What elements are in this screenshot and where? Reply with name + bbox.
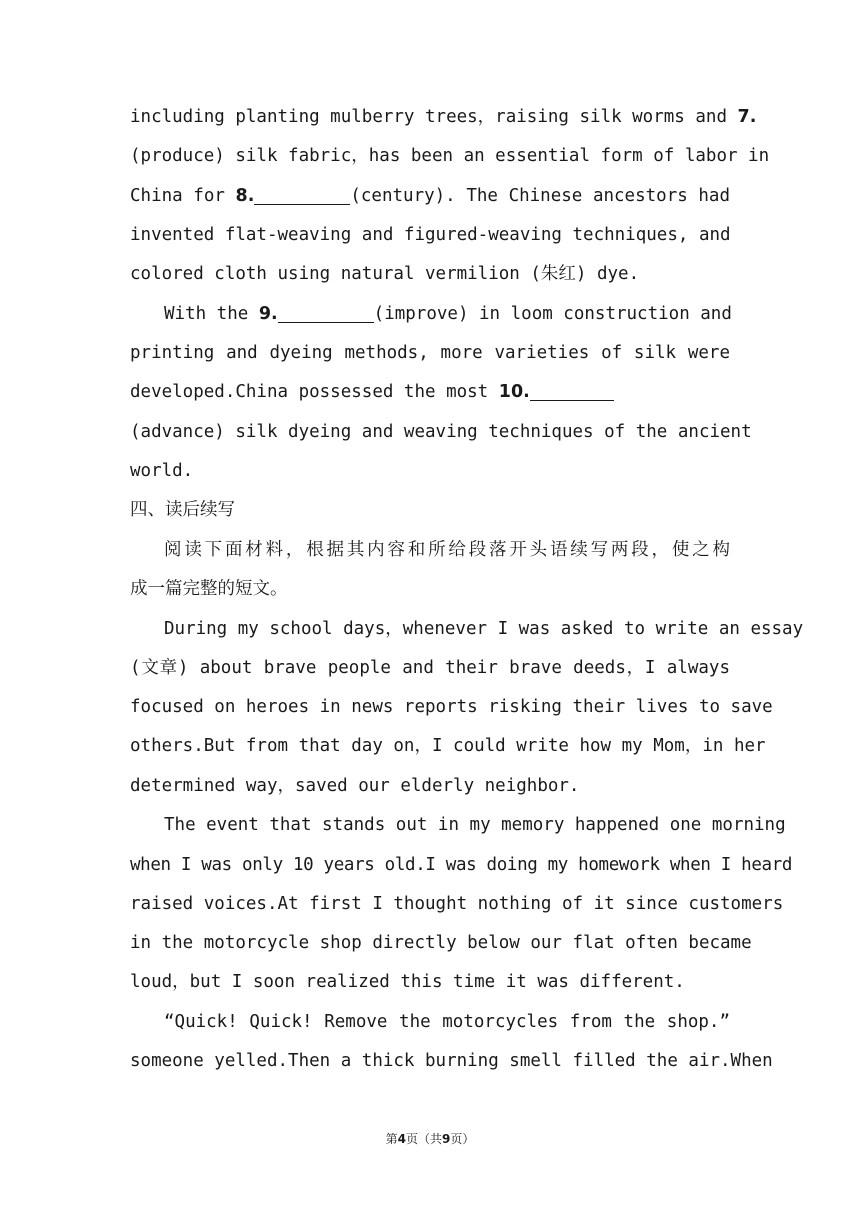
page-footer: 第4页（共9页） <box>385 1132 475 1146</box>
text-line: loud，but I soon realized this time it was different. <box>130 972 685 992</box>
answer-blank-10 <box>530 380 614 401</box>
text-line: world. <box>130 461 194 481</box>
text-line: others.But from that day on，I could write how my Mom，in her <box>130 736 766 756</box>
text-line: focused on heroes in news reports risking their lives to save <box>130 697 773 717</box>
text-line: when I was only 10 years old.I was doing my homework when I heard <box>130 855 793 875</box>
text-line: raised voices.At first I thought nothing of it since customers <box>130 894 784 914</box>
text-line: printing and dyeing methods, more varieties of silk were <box>130 343 730 363</box>
text-line: in the motorcycle shop directly below our flat often became <box>130 933 752 953</box>
answer-blank-8 <box>254 184 350 205</box>
text-line: With the 9. (improve) in loom construction and <box>164 304 732 324</box>
text-line: During my school days，whenever I was asked to write an essay <box>164 619 804 639</box>
instruction-text: 成一篇完整的短文。 <box>130 579 288 599</box>
text-line: The event that stands out in my memory happened one morning <box>164 815 786 835</box>
text-line: China for 8. (century). The Chinese ancestors had <box>130 186 730 206</box>
text-line: determined way，saved our elderly neighbor. <box>130 776 580 796</box>
text-line: invented flat-weaving and figured-weaving techniques, and <box>130 225 731 245</box>
text-line: (produce) silk fabric，has been an essential form of labor in <box>130 146 770 166</box>
text-line: developed.China possessed the most 10. <box>130 373 730 412</box>
text-line: colored cloth using natural vermilion (朱红) dye. <box>130 264 640 284</box>
text-line: (advance) silk dyeing and weaving techniques of the ancient <box>130 422 752 442</box>
answer-blank-9 <box>278 302 374 323</box>
text-line: (文章) about brave people and their brave deeds，I always <box>130 658 730 678</box>
section-heading: 四、读后续写 <box>130 500 235 520</box>
text-line: “Quick! Quick! Remove the motorcycles from the shop.” <box>164 1012 730 1032</box>
text-line: including planting mulberry trees，raising silk worms and 7. <box>130 107 757 127</box>
text-line: someone yelled.Then a thick burning smell filled the air.When <box>130 1051 773 1071</box>
instruction-text: 阅读下面材料，根据其内容和所给段落开头语续写两段，使之构 <box>164 540 730 560</box>
